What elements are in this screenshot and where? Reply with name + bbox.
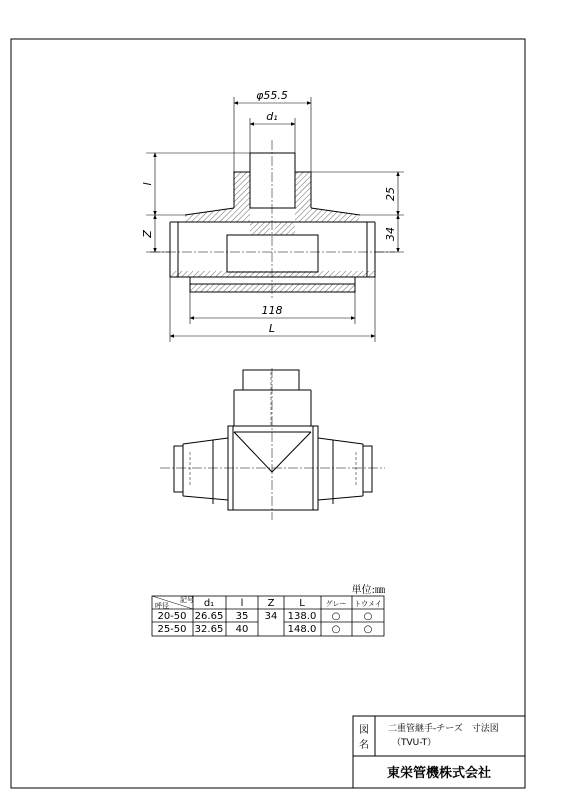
- unit-label: 単位:㎜: [351, 585, 385, 596]
- title-label-char2: 名: [359, 740, 369, 751]
- table-header-l: l: [240, 598, 244, 609]
- section-view: [170, 153, 375, 292]
- table-corner-bottom: 呼径: [155, 602, 169, 610]
- section-hatch-branch-right: [295, 172, 311, 208]
- table-row-1-gray: ○: [331, 611, 341, 622]
- table-header-z: Z: [267, 598, 275, 609]
- drawing-title-line1: 二重管継手-チーズ 寸法図: [388, 724, 499, 734]
- table-corner-top: 記号: [180, 596, 194, 604]
- table-header-gray: グレー: [325, 600, 347, 608]
- table-row-2-d1: 32.65: [194, 624, 224, 635]
- drawing-frame: [11, 39, 525, 788]
- table-row-2-clear: ○: [363, 624, 373, 635]
- table-row-2-l: 40: [235, 624, 249, 635]
- table-row-1-d1: 26.65: [194, 611, 224, 622]
- front-view-hidden-lines: [190, 372, 356, 486]
- dim-d1-label: d₁: [266, 110, 278, 123]
- dim-25-label: 25: [384, 187, 397, 201]
- table-row-1-l: 35: [235, 611, 249, 622]
- section-hatch-outer-bottom: [190, 284, 355, 292]
- table-header-d1: d₁: [203, 598, 215, 609]
- table-header-L: L: [299, 598, 305, 609]
- title-label-char1: 図: [359, 725, 369, 736]
- table-z-merged: 34: [264, 611, 278, 622]
- front-view: [174, 370, 372, 510]
- dim-l-label: l: [141, 182, 154, 186]
- table-row-2-L: 148.0: [287, 624, 317, 635]
- table-header-clear: トウメイ: [354, 600, 382, 608]
- table-row-2-size: 25-50: [157, 624, 187, 635]
- dim-34-label: 34: [384, 227, 397, 241]
- dim-phi-label: φ55.5: [256, 89, 288, 102]
- company-name: 東栄管機株式会社: [386, 766, 492, 781]
- table-row-1-size: 20-50: [157, 611, 187, 622]
- section-hatch-branch-left: [234, 172, 250, 208]
- table-row-1-L: 138.0: [287, 611, 317, 622]
- table-row-2-gray: ○: [331, 624, 341, 635]
- dim-118-label: 118: [261, 304, 283, 317]
- dim-L-label: L: [268, 322, 276, 335]
- dim-z-label: Z: [141, 230, 154, 238]
- table-row-1-clear: ○: [363, 611, 373, 622]
- drawing-title-line2: （TVU-T）: [392, 738, 437, 748]
